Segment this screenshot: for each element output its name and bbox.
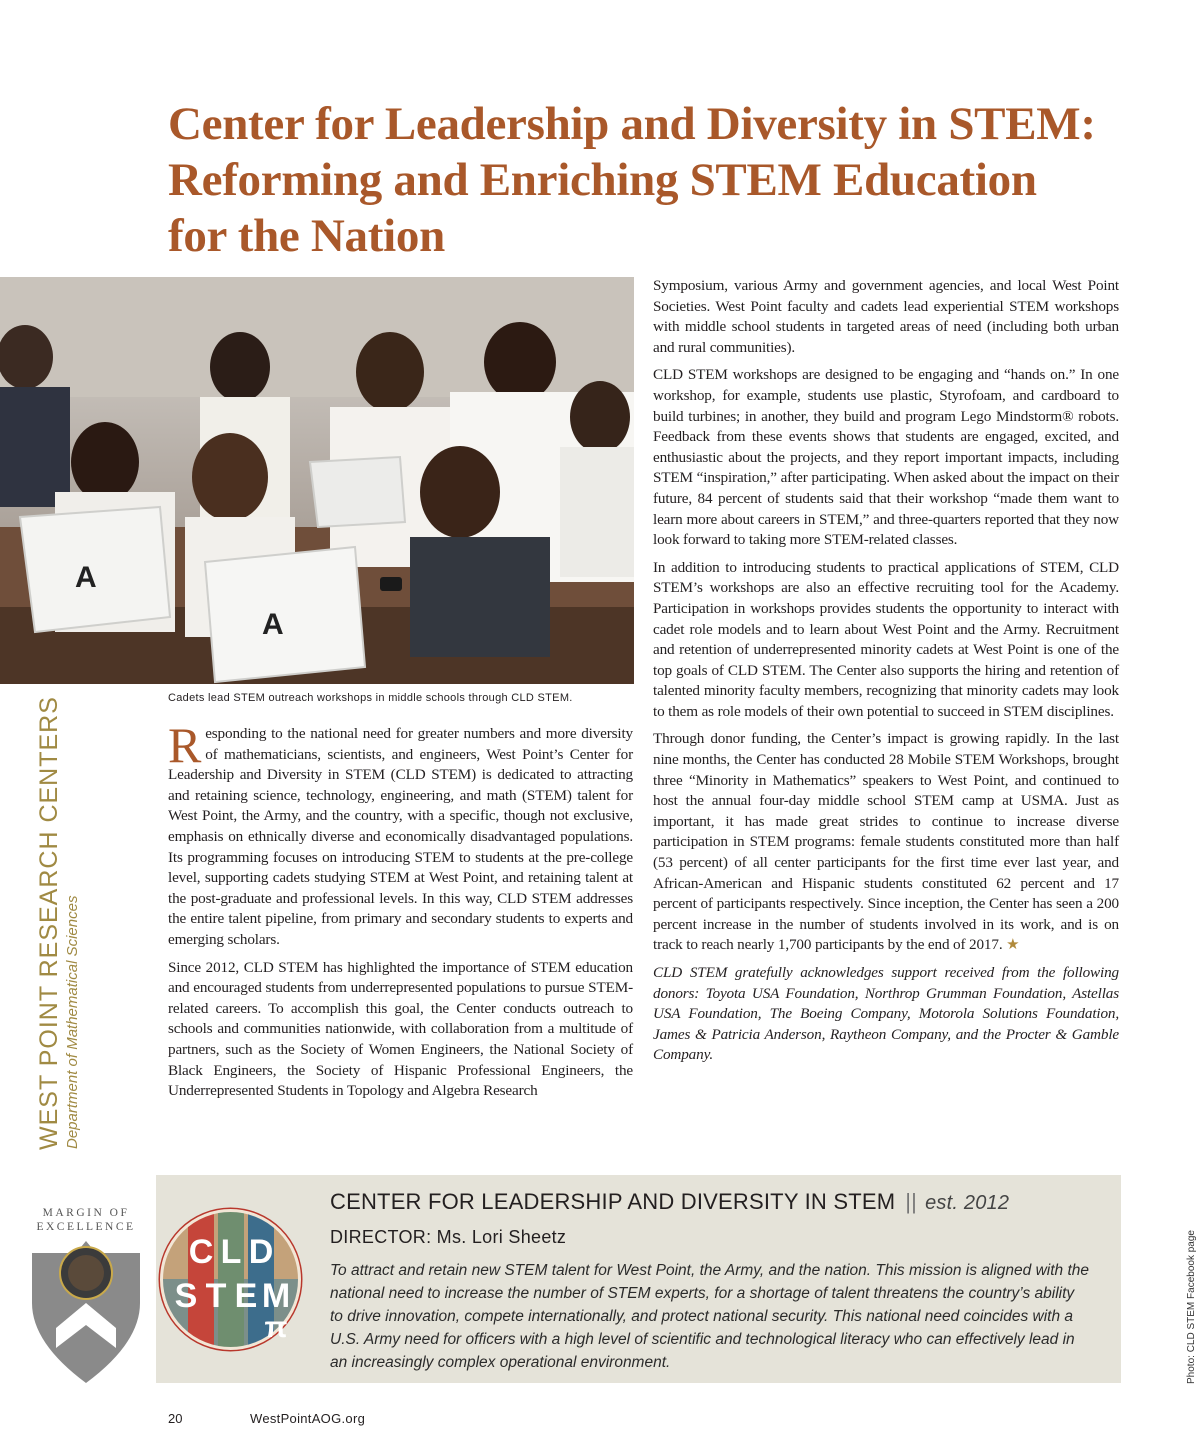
svg-text:T: T: [205, 1277, 227, 1315]
svg-text:A: A: [262, 608, 284, 641]
svg-text:C: C: [188, 1233, 214, 1271]
cld-stem-logo: [158, 1207, 303, 1352]
sidebar-title: WEST POINT RESEARCH CENTERS: [35, 696, 63, 1150]
photo-caption: Cadets lead STEM outreach workshops in middle schools through CLD STEM.: [168, 692, 573, 704]
title-line-3: for the Nation: [168, 210, 445, 262]
shield-icon: [16, 1233, 156, 1383]
article-paragraph-6: Through donor funding, the Center’s impact is growing rapidly. In the last nine months, the Center has conducted 28 Mobile STEM Workshops, brought three “Minority in Mathematics” speakers to West Point, and continued to host the annual four-day middle school STEM camp at USMA. Just as important, it has made great strides to continue to increase diverse participation in STEM programs: female students constituted more than half (53 percent) of all center participants for the first time ever last year, and African-American and Hispanic students constituted 62 percent and 17 percent of participants respectively. Since inception, the Center has seen a 200 percent increase in the number of students involved in its work, and is on track to reach nearly 1,700 participants by the end of 2017. ★: [653, 730, 1119, 954]
article-paragraph-2: Since 2012, CLD STEM has highlighted the importance of STEM education and encouraged students from underrepresented populations to pursue STEM-related careers. To accomplish this goal, the Center conducts outreach to schools and communities nationwide, with collaboration from a multitude of partners, such as the Society of Women Engineers, the National Society of Black Engineers, the Society of Hispanic Professional Engineers, the Underrepresented Students in Topology and Algebra Research: [168, 958, 633, 1100]
title-line-1: Center for Leadership and Diversity in STEM:: [168, 98, 1096, 150]
title-line-2: Reforming and Enriching STEM Education: [168, 154, 1037, 206]
center-mission: To attract and retain new STEM talent for West Point, the Army, and the nation. This mission is aligned with the national need to increase the number of STEM experts, for a shortage of talent threatens the country’s ability to drive innovation, compete internationally, and protect national security. This national need coincides with a U.S. Army need for officers with a high level of scientific and technological literacy who can effectively lead in an increasingly complex operational environment.: [330, 1262, 1090, 1371]
laptop-center: [205, 547, 365, 682]
center-director: DIRECTOR: Ms. Lori Sheetz: [330, 1227, 567, 1247]
workshop-photo: [0, 277, 634, 684]
article-column-right: [653, 276, 1119, 1073]
center-info-box: [16, 1175, 1121, 1383]
photo-credit: Photo: CLD STEM Facebook page: [1186, 1230, 1197, 1384]
svg-text:S: S: [174, 1277, 198, 1315]
classroom-illustration: [0, 277, 634, 684]
article-paragraph-4: CLD STEM workshops are designed to be engaging and “hands on.” In one workshop, for example, students use plastic, Styrofoam, and cardboard to build turbines; in another, they build and program Lego Mindstorm® robots. Feedback from these events shows that students are engaged, excited, and enthusiastic about the projects, and they report important impacts, including STEM “inspiration,” after participating. When asked about the impact on their future, 84 percent of students said that their workshop “made them want to learn more about careers in STEM,” and three-quarters reported that they now look forward to taking more STEM-related classes.: [653, 366, 1119, 549]
svg-text:π: π: [264, 1311, 288, 1344]
sidebar-subtitle: Department of Mathematical Sciences: [64, 895, 81, 1149]
center-name: CENTER FOR LEADERSHIP AND DIVERSITY IN STEM: [330, 1189, 896, 1214]
end-star-icon: ★: [1006, 936, 1020, 954]
page-number: 20: [168, 1411, 183, 1426]
laptop-left: [20, 507, 170, 632]
center-heading: [330, 1189, 1009, 1215]
svg-text:A: A: [75, 561, 97, 594]
article-title: [168, 96, 1148, 264]
acknowledgment: CLD STEM gratefully acknowledges support received from the following donors: Toyota USA Foundation, Northrop Grumman Foundation, Astellas USA Foundation, The Boeing Company, Motorola Solutions Foundation, James & Patricia Anderson, Raytheon Company, and the Procter & Gamble Company.: [653, 964, 1119, 1064]
article-paragraph-5: In addition to introducing students to practical applications of STEM, CLD STEM’s workshops are also an effective recruiting tool for the Academy. Participation in workshops provides students the opportunity to interact with cadet role models and to learn about West Point and the Army. Recruitment and retention of underrepresented minority cadets at West Point is one of the top goals of CLD STEM. The Center also supports the hiring and retention of talented minority faculty members, recognizing that minority cadets may look to them as role models of their own potential to succeed in STEM disciplines.: [653, 558, 1119, 720]
svg-text:M: M: [261, 1277, 291, 1315]
svg-text:L: L: [220, 1233, 242, 1271]
article-column-left: [168, 717, 633, 1109]
svg-text:E: E: [234, 1277, 258, 1315]
laptop-back: [310, 457, 405, 527]
svg-text:D: D: [248, 1233, 274, 1271]
margin-of-excellence-logo: MARGIN OF EXCELLENCE: [16, 1175, 156, 1383]
article-paragraph-3: Symposium, various Army and government agencies, and local West Point Societies. West Point faculty and cadets lead experiential STEM workshops with middle school students in targeted areas of need (including both urban and rural communities).: [653, 277, 1119, 356]
section-sidebar: [34, 696, 82, 1150]
article-paragraph-1: Responding to the national need for greater numbers and more diversity of mathematicians, scientists, and engineers, West Point’s Center for Leadership and Diversity in STEM (CLD STEM) is dedicated to attracting and retaining science, technology, engineering, and math (STEM) talent for West Point, the Army, and the country, with a specific, though not exclusive, emphasis on ethnically diverse and economically disadvantaged populations. Its programming focuses on introducing STEM to students at the pre-college level, supporting cadets studying STEM at West Point, and retaining talent at the post-graduate and professional levels. In this way, CLD STEM addresses the entire talent pipeline, from primary and secondary students to experts and emerging scholars.: [168, 717, 633, 948]
heading-separator: ||: [905, 1189, 918, 1214]
established-year: est. 2012: [925, 1192, 1010, 1214]
footer-website: WestPointAOG.org: [250, 1411, 366, 1426]
dropcap: R: [168, 717, 202, 773]
wristwatch: [380, 577, 402, 591]
